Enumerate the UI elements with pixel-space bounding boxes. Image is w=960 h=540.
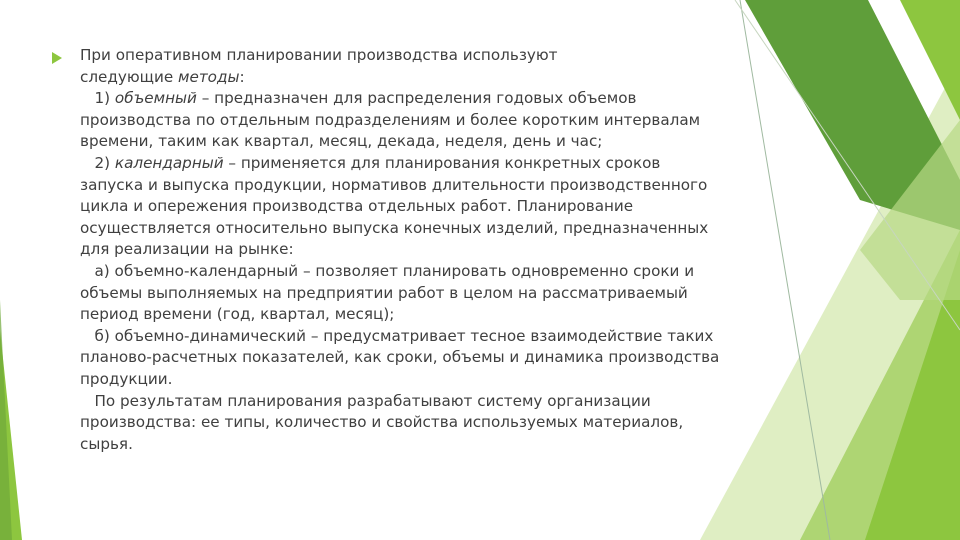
text-run: осуществляется относительно выпуска конечных изделий, предназначенных [80, 218, 709, 237]
text-line [80, 283, 750, 305]
text-run: сырья. [80, 434, 133, 453]
left-edge-shape-dark [0, 300, 12, 540]
text-line [80, 67, 750, 89]
text-run: продукции. [80, 369, 173, 388]
text-line [80, 131, 750, 153]
text-run: При оперативном планировании производства используют [80, 46, 558, 64]
text-line [80, 391, 750, 413]
emphasized-term: объемный [114, 89, 197, 108]
triangle-right-icon [52, 52, 62, 64]
text-run: – применяется для планирования конкретных сроков [223, 153, 661, 172]
text-line [80, 88, 750, 110]
text-run: 2) [80, 153, 115, 172]
text-line [80, 369, 750, 391]
text-line [80, 175, 750, 197]
text-line [80, 347, 750, 369]
text-run: производства: ее типы, количество и свойства используемых материалов, [80, 413, 684, 432]
emphasized-term: методы [178, 67, 240, 86]
text-line [80, 326, 750, 348]
text-line [80, 45, 750, 67]
text-run: цикла и опережения производства отдельных работ. Планирование [80, 197, 634, 216]
text-line [80, 412, 750, 434]
text-run: запуска и выпуска продукции, нормативов длительности производственного [80, 175, 708, 194]
text-line [80, 218, 750, 240]
text-run: 1) [80, 89, 115, 108]
text-line [80, 153, 750, 175]
text-run: объемы выполняемых на предприятии работ в целом на рассматриваемый [80, 283, 688, 302]
text-line [80, 239, 750, 261]
text-run: – предназначен для распределения годовых объемов [196, 89, 637, 108]
text-run: По результатам планирования разрабатывают систему организации [80, 391, 651, 410]
text-run: б) объемно-динамический – предусматривает тесное взаимодействие таких [80, 326, 714, 345]
slide-body-text [80, 45, 750, 455]
text-line [80, 434, 750, 456]
text-run: период времени (год, квартал, месяц); [80, 305, 395, 324]
text-run: следующие [80, 67, 179, 86]
text-run: а) объемно-календарный – позволяет планировать одновременно сроки и [80, 261, 695, 280]
emphasized-term: календарный [114, 153, 224, 172]
text-run: для реализации на рынке: [80, 240, 294, 259]
text-line [80, 261, 750, 283]
text-run: времени, таким как квартал, месяц, декада, неделя, день и час; [80, 132, 603, 151]
text-line [80, 110, 750, 132]
text-line [80, 196, 750, 218]
text-run: производства по отдельным подразделениям и более коротким интервалам [80, 110, 701, 129]
text-run: планово-расчетных показателей, как сроки, объемы и динамика производства [80, 348, 720, 367]
text-run: : [239, 67, 245, 86]
text-line [80, 304, 750, 326]
